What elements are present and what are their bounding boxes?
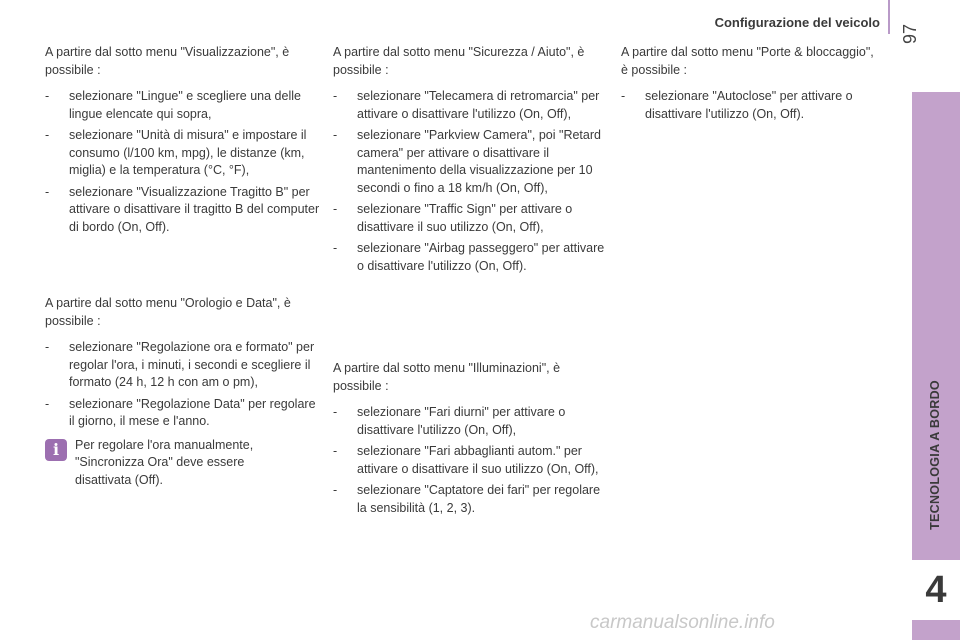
list-item: - selezionare "Airbag passeggero" per attivare o disattivare l'utilizzo (On, Off). [333, 240, 605, 275]
section-intro: A partire dal sotto menu "Orologio e Data", è possibile : [45, 296, 291, 328]
list-item: - selezionare "Fari abbaglianti autom." per attivare o disattivare il suo utilizzo (On, Off), [333, 443, 605, 478]
chapter-side-tab [912, 92, 960, 640]
list-item: - selezionare "Autoclose" per attivare o disattivare l'utilizzo (On, Off). [621, 88, 881, 123]
column-1-lower [45, 295, 320, 489]
list-item: - selezionare "Captatore dei fari" per regolare la sensibilità (1, 2, 3). [333, 482, 605, 517]
option-list [45, 88, 320, 236]
list-item: - selezionare "Lingue" e scegliere una delle lingue elencate qui sopra, [45, 88, 320, 123]
section-visualizzazione [45, 44, 320, 236]
list-item: - selezionare "Regolazione Data" per regolare il giorno, il mese e l'anno. [45, 396, 320, 431]
section-sicurezza-aiuto [333, 44, 605, 275]
section-title: Configurazione del veicolo [714, 15, 880, 30]
section-intro: A partire dal sotto menu "Sicurezza / Aiuto", è possibile : [333, 45, 585, 77]
option-list [333, 404, 605, 517]
chapter-number: 4 [912, 560, 960, 620]
chapter-label: TECNOLOGIA A BORDO [928, 380, 942, 530]
list-item: - selezionare "Traffic Sign" per attivare o disattivare il suo utilizzo (On, Off), [333, 201, 605, 236]
section-intro: A partire dal sotto menu "Porte & bloccaggio", è possibile : [621, 45, 874, 77]
list-item: - selezionare "Regolazione ora e formato" per regolar l'ora, i minuti, i secondi e scegliere il formato (24 h, 12 h con am o pm), [45, 339, 320, 392]
list-item: - selezionare "Unità di misura" e impostare il consumo (l/100 km, mpg), le distanze (km, miglia) e la temperatura (°C, °F), [45, 127, 320, 180]
option-list [45, 339, 320, 431]
section-porte-bloccaggio [621, 44, 881, 123]
option-list [333, 88, 605, 275]
info-icon: i [45, 439, 67, 461]
watermark: carmanualsonline.info [590, 612, 775, 633]
list-item: - selezionare "Parkview Camera", poi "Retard camera" per attivare o disattivare il mantenimento della visualizzazione per 10 secondi o fino a 18 km/h (On, Off), [333, 127, 605, 197]
header-divider [888, 0, 890, 34]
list-item: - selezionare "Telecamera di retromarcia" per attivare o disattivare l'utilizzo (On, Off), [333, 88, 605, 123]
option-list [621, 88, 881, 123]
info-note [45, 437, 320, 490]
page-number: 97 [900, 23, 920, 44]
list-item: - selezionare "Fari diurni" per attivare o disattivare l'utilizzo (On, Off), [333, 404, 605, 439]
column-1 [45, 44, 320, 240]
list-item: - selezionare "Visualizzazione Tragitto B" per attivare o disattivare il tragitto B del computer di bordo (On, Off). [45, 184, 320, 237]
column-2 [333, 44, 605, 279]
column-3 [621, 44, 881, 127]
info-text: Per regolare l'ora manualmente, "Sincronizza Ora" deve essere disattivata (Off). [75, 437, 254, 487]
column-2-lower [333, 360, 605, 521]
section-orologio-data [45, 295, 320, 431]
section-illuminazioni [333, 360, 605, 517]
section-intro: A partire dal sotto menu "Illuminazioni", è possibile : [333, 361, 561, 393]
section-intro: A partire dal sotto menu "Visualizzazione", è possibile : [45, 45, 290, 77]
